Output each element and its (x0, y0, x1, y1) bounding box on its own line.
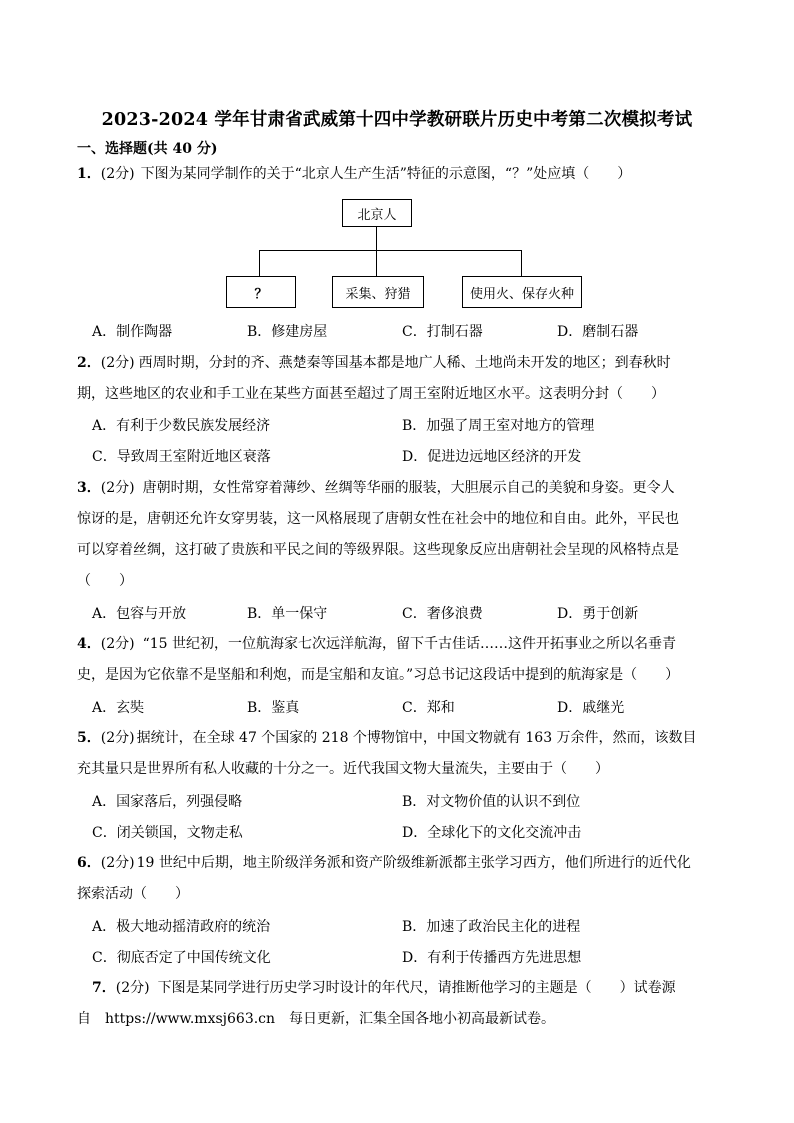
question-3-line-1 (77, 478, 675, 498)
question-score: (2分) (100, 730, 135, 746)
question-score: (2分) (100, 166, 135, 182)
diagram-connector (259, 250, 522, 251)
question-text: 下图是某同学进行历史学习时设计的年代尺，请推断他学习的主题是（ ）试卷源 (157, 980, 676, 996)
question-text: “15 世纪初，一位航海家七次远洋航海，留下千古佳话……这件开拓事业之所以名垂青 (142, 636, 677, 652)
question-4-line-1 (77, 634, 676, 654)
option-b: B．对文物价值的认识不到位 (402, 794, 581, 810)
option-a: A．玄奘 (92, 700, 145, 716)
option-a: A．包容与开放 (92, 606, 187, 622)
option-c: C．闭关锁国，文物走私 (92, 825, 243, 841)
question-number: 5． (77, 730, 101, 746)
option-b: B．加强了周王室对地方的管理 (402, 418, 595, 434)
option-d: D．戚继光 (557, 700, 625, 716)
option-a: A．制作陶器 (92, 324, 173, 340)
question-number: 4． (77, 636, 101, 652)
option-d: D．勇于创新 (557, 606, 639, 622)
diagram-gathering-hunting-box: 采集、狩猎 (332, 276, 424, 308)
question-number: 6． (77, 855, 101, 871)
option-b: B．加速了政治民主化的进程 (402, 919, 581, 935)
option-c: C．导致周王室附近地区衰落 (92, 449, 271, 465)
question-number: 1． (77, 166, 101, 182)
question-6-line-1 (77, 853, 691, 873)
exam-title: 2023-2024 学年甘肃省武威第十四中学教研联片历史中考第二次模拟考试 (101, 110, 693, 130)
question-7-line-2: 自 https://www.mxsj663.cn 每日更新，汇集全国各地小初高最新试卷。 (77, 1011, 556, 1027)
option-c: C．郑和 (402, 700, 455, 716)
diagram-connector (376, 227, 377, 250)
option-c: C．彻底否定了中国传统文化 (92, 950, 271, 966)
question-text: 唐朝时期，女性常穿着薄纱、丝绸等华丽的服装，大胆展示自己的美貌和身姿。更令人 (142, 480, 675, 496)
question-2-line-2: 期，这些地区的农业和手工业在某些方面甚至超过了周王室附近地区水平。这表明分封（ ） (77, 386, 665, 402)
diagram-connector (521, 250, 522, 276)
diagram-connector (376, 250, 377, 276)
question-7-line-1 (92, 978, 676, 998)
question-score: (2分) (100, 355, 135, 371)
option-b: B．单一保守 (247, 606, 328, 622)
question-3-line-2: 惊讶的是，唐朝还允许女穿男装，这一风格展现了唐朝女性在社会中的地位和自由。此外，平民也 (77, 511, 679, 527)
diagram-fire-box: 使用火、保存火种 (462, 276, 582, 308)
option-b: B．鉴真 (247, 700, 300, 716)
option-b: B．修建房屋 (247, 324, 328, 340)
option-a: A．国家落后，列强侵略 (92, 794, 243, 810)
question-5-line-2: 充其量只是世界所有私人收藏的十分之一。近代我国文物大量流失，主要由于（ ） (77, 761, 609, 777)
question-number: 7． (92, 980, 116, 996)
question-1 (77, 164, 631, 184)
option-d: D．磨制石器 (557, 324, 639, 340)
option-a: A．有利于少数民族发展经济 (92, 418, 271, 434)
question-2-line-1 (77, 353, 671, 373)
diagram-unknown-box: ？ (226, 276, 296, 308)
question-score: (2分) (115, 980, 150, 996)
question-6-line-2: 探索活动（ ） (77, 886, 189, 902)
question-text: 西周时期，分封的齐、燕楚秦等国基本都是地广人稀、土地尚未开发的地区；到春秋时 (138, 355, 671, 371)
option-a: A．极大地动摇清政府的统治 (92, 919, 271, 935)
question-4-line-2: 史，是因为它依靠不是坚船和利炮，而是宝船和友谊。”习总书记这段话中提到的航海家是（ ） (77, 667, 680, 683)
question-number: 2． (77, 355, 101, 371)
option-d: D．全球化下的文化交流冲击 (402, 825, 582, 841)
question-number: 3． (77, 480, 101, 496)
question-score: (2分) (100, 855, 135, 871)
question-5-line-1 (77, 728, 697, 748)
question-text: 据统计，在全球 47 个国家的 218 个博物馆中，中国文物就有 163 万余件，然而，该数目 (136, 730, 697, 746)
question-text: 下图为某同学制作的关于“北京人生产生活”特征的示意图，“？”处应填（ ） (140, 166, 632, 182)
option-d: D．促进边远地区经济的开发 (402, 449, 582, 465)
diagram-connector (259, 250, 260, 276)
diagram-root-box: 北京人 (342, 199, 412, 227)
question-score: (2分) (100, 480, 135, 496)
question-text: 19 世纪中后期，地主阶级洋务派和资产阶级维新派都主张学习西方，他们所进行的近代化 (136, 855, 691, 871)
section-heading: 一、选择题(共 40 分) (77, 141, 218, 157)
option-d: D．有利于传播西方先进思想 (402, 950, 582, 966)
option-c: C．奢侈浪费 (402, 606, 483, 622)
question-score: (2分) (100, 636, 135, 652)
option-c: C．打制石器 (402, 324, 483, 340)
question-3-line-3: 可以穿着丝绸，这打破了贵族和平民之间的等级界限。这些现象反应出唐朝社会呈现的风格特点是 (77, 542, 679, 558)
question-3-line-4: （ ） (77, 573, 133, 589)
